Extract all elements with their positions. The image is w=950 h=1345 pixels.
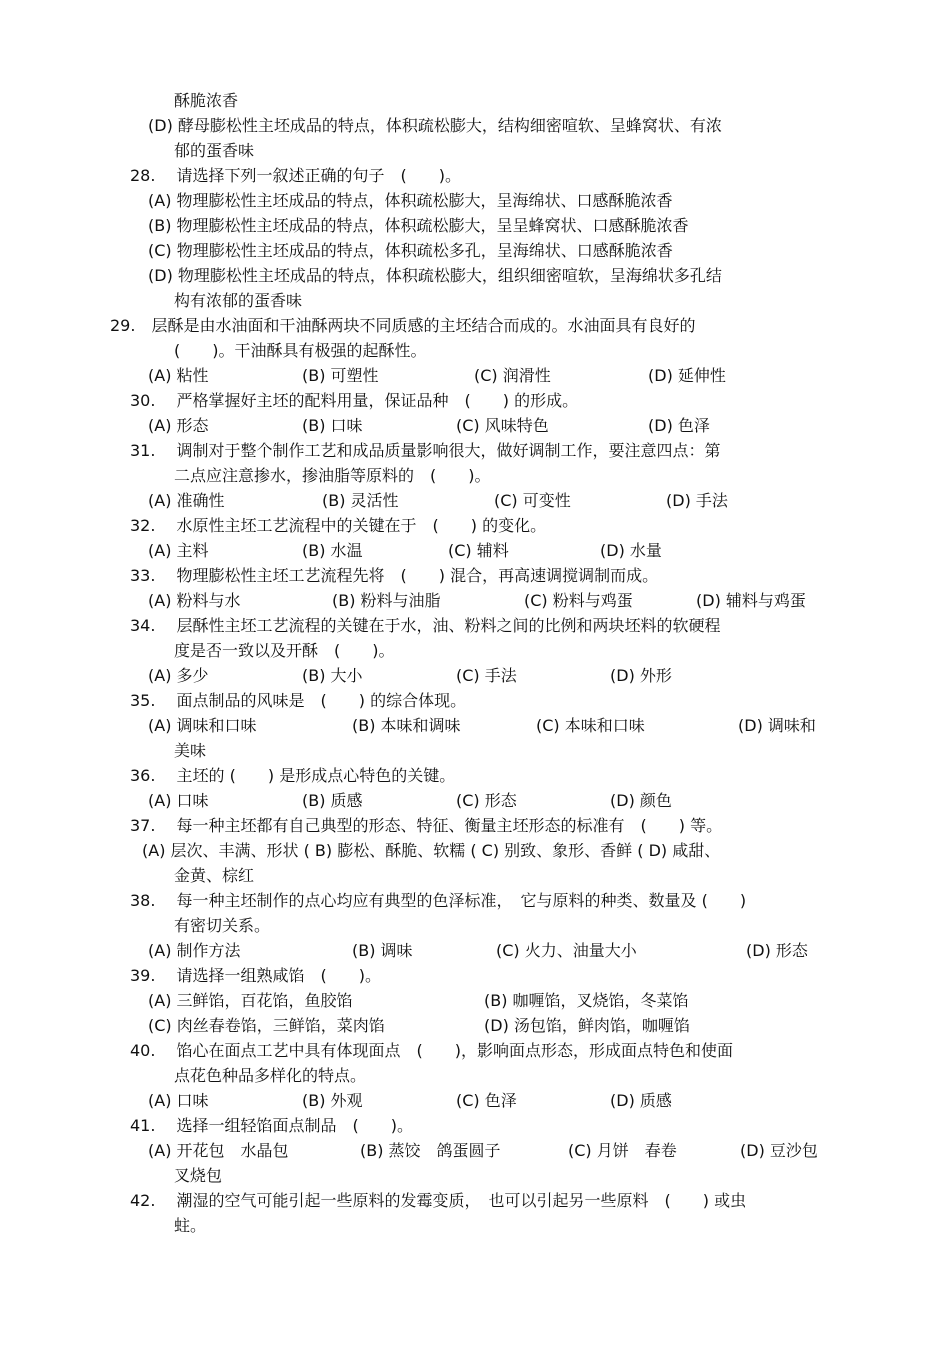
option: (B) 质感 bbox=[302, 791, 363, 810]
text-line: 蛀。 bbox=[174, 1216, 207, 1235]
option: (C) 润滑性 bbox=[474, 366, 551, 385]
question-35: 35. 面点制品的风味是 ( ) 的综合体现。 bbox=[130, 691, 467, 710]
text-line: ( )。干油酥具有极强的起酥性。 bbox=[174, 341, 427, 360]
option: (C) 色泽 bbox=[456, 1091, 517, 1110]
option: (A) 口味 bbox=[148, 791, 209, 810]
option-line: (A) 物理膨松性主坯成品的特点，体积疏松膨大，呈海绵状、口感酥脆浓香 bbox=[148, 191, 673, 210]
option: (C) 月饼 春卷 bbox=[568, 1141, 677, 1160]
option: (C) 辅料 bbox=[448, 541, 509, 560]
option: (A) 开花包 水晶包 bbox=[148, 1141, 289, 1160]
question-29: 29. 层酥是由水油面和干油酥两块不同质感的主坯结合而成的。水油面具有良好的 bbox=[110, 316, 696, 335]
option: (D) 调味和 bbox=[738, 716, 816, 735]
option: (A) 口味 bbox=[148, 1091, 209, 1110]
text-line: 美味 bbox=[174, 741, 207, 760]
option-line: (D) 酵母膨松性主坯成品的特点，体积疏松膨大，结构细密喧软、呈蜂窝状、有浓 bbox=[148, 116, 722, 135]
option: (D) 颜色 bbox=[610, 791, 672, 810]
option: (D) 豆沙包 bbox=[740, 1141, 818, 1160]
question-42: 42. 潮湿的空气可能引起一些原料的发霉变质， 也可以引起另一些原料 ( ) 或虫 bbox=[130, 1191, 747, 1210]
question-28: 28. 请选择下列一叙述正确的句子 ( )。 bbox=[130, 166, 462, 185]
option: (D) 外形 bbox=[610, 666, 672, 685]
option: (C) 风味特色 bbox=[456, 416, 549, 435]
option: (B) 灵活性 bbox=[322, 491, 399, 510]
question-36: 36. 主坯的 ( ) 是形成点心特色的关键。 bbox=[130, 766, 456, 785]
option: (A) 粘性 bbox=[148, 366, 209, 385]
question-34: 34. 层酥性主坯工艺流程的关键在于水，油、粉料之间的比例和两块坯料的软硬程 bbox=[130, 616, 721, 635]
option-line: (D) 物理膨松性主坯成品的特点，体积疏松膨大，组织细密喧软，呈海绵状多孔结 bbox=[148, 266, 722, 285]
option: (B) 本味和调味 bbox=[352, 716, 461, 735]
text-line: 二点应注意掺水，掺油脂等原料的 ( )。 bbox=[174, 466, 491, 485]
option-line: (C) 物理膨松性主坯成品的特点，体积疏松多孔，呈海绵状、口感酥脆浓香 bbox=[148, 241, 673, 260]
text-line: 酥脆浓香 bbox=[174, 91, 239, 110]
option: (D) 质感 bbox=[610, 1091, 672, 1110]
text-line: 有密切关系。 bbox=[174, 916, 271, 935]
option: (B) 口味 bbox=[302, 416, 363, 435]
option: (D) 延伸性 bbox=[648, 366, 726, 385]
option: (D) 色泽 bbox=[648, 416, 710, 435]
question-38: 38. 每一种主坯制作的点心均应有典型的色泽标准， 它与原料的种类、数量及 ( ) bbox=[130, 891, 747, 910]
option: (B) 大小 bbox=[302, 666, 363, 685]
text-line: 点花色种品多样化的特点。 bbox=[174, 1066, 367, 1085]
question-39: 39. 请选择一组熟咸馅 ( )。 bbox=[130, 966, 382, 985]
option: (B) 蒸饺 鸽蛋圆子 bbox=[360, 1141, 501, 1160]
option: (D) 形态 bbox=[746, 941, 808, 960]
option: (A) 制作方法 bbox=[148, 941, 241, 960]
option: (A) 准确性 bbox=[148, 491, 225, 510]
option: (B) 外观 bbox=[302, 1091, 363, 1110]
option: (B) 水温 bbox=[302, 541, 363, 560]
text-line: 度是否一致以及开酥 ( )。 bbox=[174, 641, 395, 660]
option: (C) 可变性 bbox=[494, 491, 571, 510]
text-line: 郁的蛋香味 bbox=[174, 141, 255, 160]
option: (A) 粉料与水 bbox=[148, 591, 241, 610]
question-32: 32. 水原性主坯工艺流程中的关键在于 ( ) 的变化。 bbox=[130, 516, 547, 535]
question-40: 40. 馅心在面点工艺中具有体现面点 ( )，影响面点形态，形成面点特色和使面 bbox=[130, 1041, 734, 1060]
text-line: 金黄、棕红 bbox=[174, 866, 255, 885]
question-31: 31. 调制对于整个制作工艺和成品质量影响很大，做好调制工作，要注意四点：第 bbox=[130, 441, 721, 460]
question-33: 33. 物理膨松性主坯工艺流程先将 ( ) 混合，再高速调搅调制而成。 bbox=[130, 566, 659, 585]
text-line: 构有浓郁的蛋香味 bbox=[174, 291, 303, 310]
option: (B) 可塑性 bbox=[302, 366, 379, 385]
question-37: 37. 每一种主坯都有自己典型的形态、特征、衡量主坯形态的标准有 ( ) 等。 bbox=[130, 816, 723, 835]
option: (D) 辅料与鸡蛋 bbox=[696, 591, 806, 610]
option: (A) 形态 bbox=[148, 416, 209, 435]
option: (A) 三鲜馅，百花馅，鱼胶馅 bbox=[148, 991, 353, 1010]
option: (B) 粉料与油脂 bbox=[332, 591, 441, 610]
question-41: 41. 选择一组轻馅面点制品 ( )。 bbox=[130, 1116, 414, 1135]
option: (C) 形态 bbox=[456, 791, 517, 810]
option: (A) 多少 bbox=[148, 666, 209, 685]
option: (A) 主料 bbox=[148, 541, 209, 560]
option: (D) 汤包馅，鲜肉馅，咖喱馅 bbox=[484, 1016, 690, 1035]
option: (B) 咖喱馅，叉烧馅，冬菜馅 bbox=[484, 991, 689, 1010]
option: (C) 本味和口味 bbox=[536, 716, 645, 735]
option: (D) 水量 bbox=[600, 541, 662, 560]
option-line: (B) 物理膨松性主坯成品的特点，体积疏松膨大，呈呈蜂窝状、口感酥脆浓香 bbox=[148, 216, 689, 235]
option: (C) 粉料与鸡蛋 bbox=[524, 591, 633, 610]
text-line: 叉烧包 bbox=[174, 1166, 223, 1185]
option: (A) 调味和口味 bbox=[148, 716, 257, 735]
option-line: (A) 层次、丰满、形状 ( B) 膨松、酥脆、软糯 ( C) 别致、象形、香鲜 ( D) 咸甜、 bbox=[142, 841, 721, 860]
option: (D) 手法 bbox=[666, 491, 728, 510]
question-30: 30. 严格掌握好主坯的配料用量，保证品种 ( ) 的形成。 bbox=[130, 391, 579, 410]
option: (C) 火力、油量大小 bbox=[496, 941, 637, 960]
option: (C) 肉丝春卷馅，三鲜馅，菜肉馅 bbox=[148, 1016, 385, 1035]
option: (B) 调味 bbox=[352, 941, 413, 960]
option: (C) 手法 bbox=[456, 666, 517, 685]
